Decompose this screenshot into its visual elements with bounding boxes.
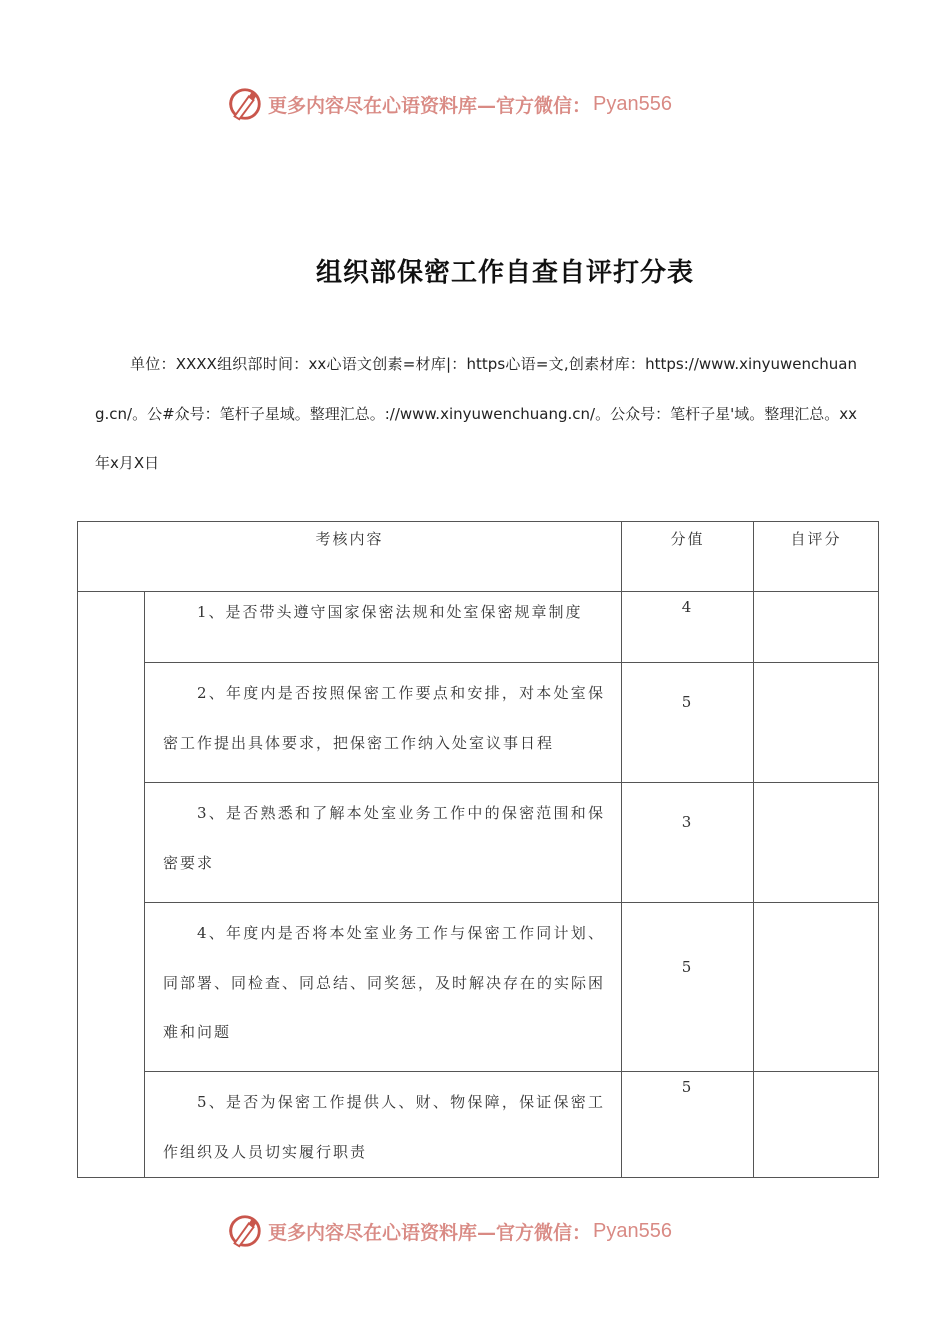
table-row — [78, 783, 879, 903]
banner-wechat-id: Pyan556 — [593, 92, 672, 115]
item-self-score — [754, 1072, 879, 1178]
footer-watermark-banner — [226, 1211, 672, 1251]
item-score: 3 — [622, 783, 754, 903]
item-text: 1、是否带头遵守国家保密法规和处室保密规章制度 — [145, 592, 622, 663]
table-header-row — [78, 522, 879, 592]
item-score: 5 — [622, 1072, 754, 1178]
item-self-score — [754, 592, 879, 663]
item-text: 4、年度内是否将本处室业务工作与保密工作同计划、同部署、同检查、同总结、同奖惩，及时解决存在的实际困难和问题 — [145, 903, 622, 1072]
table-row — [78, 1072, 879, 1178]
item-self-score — [754, 663, 879, 783]
banner-text: 更多内容尽在心语资料库—官方微信： — [268, 94, 592, 117]
category-cell — [78, 592, 145, 1178]
table-row — [78, 592, 879, 663]
table-row — [78, 663, 879, 783]
banner-wechat-id: Pyan556 — [593, 1219, 672, 1242]
self-evaluation-table — [77, 521, 879, 1178]
item-score: 4 — [622, 592, 754, 663]
item-text: 5、是否为保密工作提供人、财、物保障，保证保密工作组织及人员切实履行职责 — [145, 1072, 622, 1178]
item-text: 2、年度内是否按照保密工作要点和安排，对本处室保密工作提出具体要求，把保密工作纳入处室议事日程 — [145, 663, 622, 783]
item-self-score — [754, 903, 879, 1072]
header-content: 考核内容 — [78, 522, 622, 592]
banner-text: 更多内容尽在心语资料库—官方微信： — [268, 1221, 592, 1244]
document-title: 组织部保密工作自查自评打分表 — [315, 258, 694, 288]
item-self-score — [754, 783, 879, 903]
pen-logo-icon — [226, 1212, 264, 1250]
pen-logo-icon — [226, 85, 264, 123]
item-score: 5 — [622, 663, 754, 783]
item-score: 5 — [622, 903, 754, 1072]
table-row — [78, 903, 879, 1072]
document-info-paragraph: 单位：XXXX组织部时间：xx心语文创素=材库|：https心语=文,创素材库：https://www.xinyuwenchuang.cn/。公#众号：笔杆子星域。整理汇总。://www.xinyuwenchuang.cn/。公众号：笔杆子星'域。整理汇总。xx年x月X日 — [95, 355, 857, 472]
header-self-score: 自评分 — [754, 522, 879, 592]
item-text: 3、是否熟悉和了解本处室业务工作中的保密范围和保密要求 — [145, 783, 622, 903]
header-score: 分值 — [622, 522, 754, 592]
header-watermark-banner — [226, 84, 672, 124]
